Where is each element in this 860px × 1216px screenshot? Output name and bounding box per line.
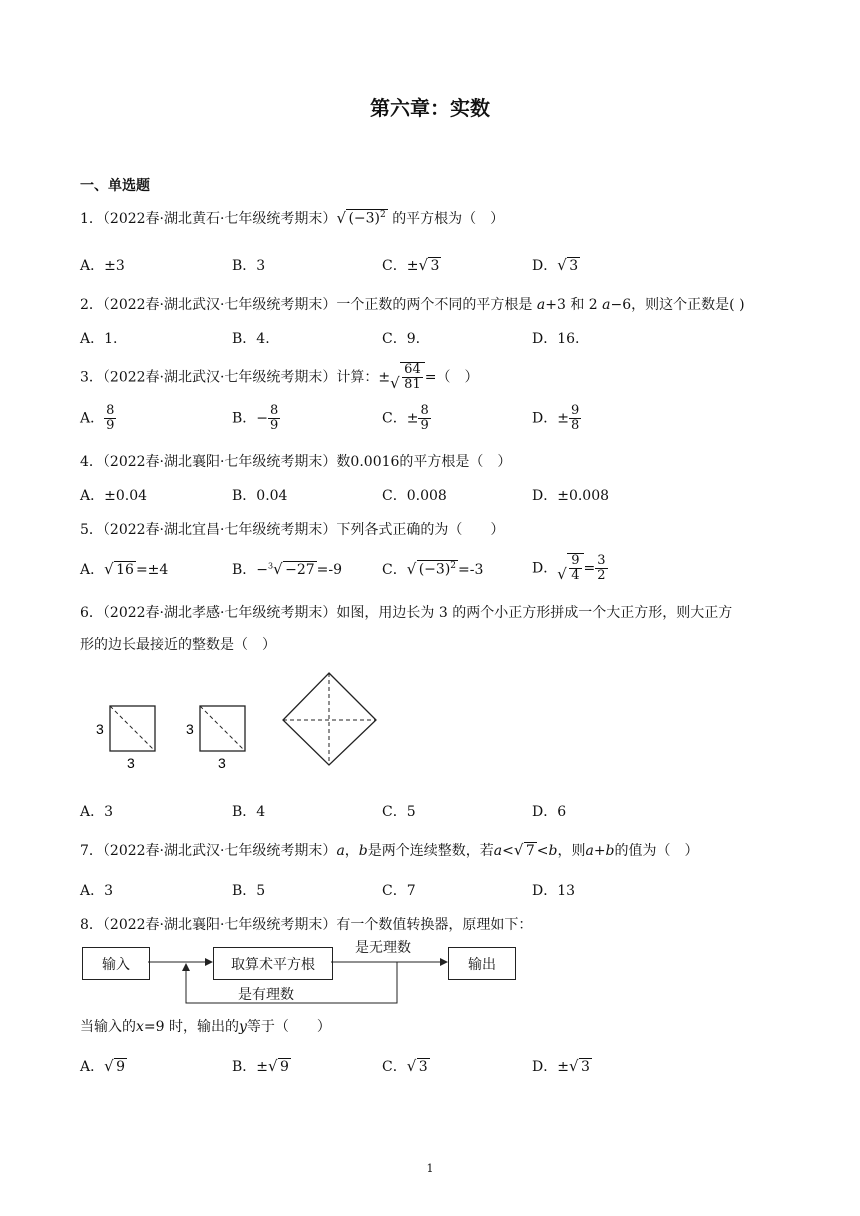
section-heading: 一、单选题 — [80, 178, 150, 194]
q2-option-a[interactable]: A．1. — [80, 331, 118, 347]
q3-option-d[interactable]: D．± $\frac{9}{8}$ — [532, 403, 580, 433]
q6-figure — [85, 668, 385, 774]
flow-label-rational: 是有理数 — [238, 987, 294, 1003]
fig-label-3c: 3 — [186, 721, 194, 737]
sqrt-expr: √ $(-3)^2$ — [336, 209, 386, 227]
q6-option-c[interactable]: C．5 — [382, 804, 416, 820]
q7-option-b[interactable]: B．5 — [232, 883, 266, 899]
fig-label-3d: 3 — [218, 755, 226, 771]
fig-label-3b: 3 — [127, 755, 135, 771]
question-2-stem: 2．（2022春·湖北武汉·七年级统考期末）一个正数的两个不同的平方根是 a+3 和 2 a−6，则这个正数是( ) — [80, 297, 745, 313]
fig-label-3a: 3 — [96, 721, 104, 737]
q2-option-c[interactable]: C．9. — [382, 331, 421, 347]
flow-input-box: 输入 — [82, 947, 150, 980]
q4-option-c[interactable]: C．0.008 — [382, 488, 447, 504]
q4-option-b[interactable]: B．0.04 — [232, 488, 288, 504]
flow-output-box: 输出 — [448, 947, 516, 980]
q3-option-a[interactable]: A． $\frac{8}{9}$ — [80, 403, 115, 433]
q8-option-c[interactable]: C． √ 3 — [382, 1057, 428, 1075]
q6-option-a[interactable]: A．3 — [80, 804, 114, 820]
q3-option-c[interactable]: C．± $\frac{8}{9}$ — [382, 403, 429, 433]
q8-option-a[interactable]: A． √ 9 — [80, 1057, 126, 1075]
q5-option-d[interactable]: D． √ $\frac{9}{4}$ = $\frac{3}{2}$ — [532, 553, 606, 583]
question-6-line-1: 6．（2022春·湖北孝感·七年级统考期末）如图，用边长为 3 的两个小正方形拼成一个大正方形，则大正方 — [80, 605, 733, 621]
question-3-stem: 3．（2022春·湖北武汉·七年级统考期末）计算：± √ $\frac{64}{81}$ =（ ） — [80, 362, 479, 392]
q8-option-b[interactable]: B．± √ 9 — [232, 1057, 289, 1075]
q5-option-c[interactable]: C． √ $(-3)^2 =-3$ — [382, 560, 484, 578]
q1-option-b[interactable]: B．3 — [232, 258, 266, 274]
q5-option-b[interactable]: B．−$^3$ √ −27 =-9 — [232, 560, 343, 578]
question-6-line-2: 形的边长最接近的整数是（ ） — [80, 637, 276, 653]
q8-option-d[interactable]: D．± √ 3 — [532, 1057, 590, 1075]
q3-option-b[interactable]: B．− $\frac{8}{9}$ — [232, 403, 279, 433]
question-8-line-2: 当输入的x=9 时，输出的y等于（ ） — [80, 1019, 331, 1035]
q5-option-a[interactable]: A． √ 16 =±4 — [80, 560, 169, 578]
q4-option-d[interactable]: D．±0.008 — [532, 488, 610, 504]
q2-option-d[interactable]: D．16. — [532, 331, 580, 347]
q7-option-c[interactable]: C．7 — [382, 883, 416, 899]
flow-arrows — [140, 940, 460, 1010]
question-1-stem: 1．（2022春·湖北黄石·七年级统考期末） √ $(-3)^2$ 的平方根为（ ） — [80, 209, 505, 227]
flow-label-irrational: 是无理数 — [355, 940, 411, 956]
question-4-stem: 4．（2022春·湖北襄阳·七年级统考期末）数0.0016的平方根是（ ） — [80, 454, 512, 470]
question-5-stem: 5．（2022春·湖北宜昌·七年级统考期末）下列各式正确的为（ ） — [80, 522, 505, 538]
page-title: 第六章：实数 — [370, 96, 490, 120]
q7-option-a[interactable]: A．3 — [80, 883, 114, 899]
q6-option-d[interactable]: D．6 — [532, 804, 567, 820]
q1-option-c[interactable]: C．± √ 3 — [382, 256, 440, 274]
page-number: 1 — [426, 1162, 434, 1175]
q1-option-a[interactable]: A．±3 — [80, 258, 125, 274]
flow-operation-box: 取算术平方根 — [213, 947, 333, 980]
q7-option-d[interactable]: D．13 — [532, 883, 576, 899]
question-7-stem: 7．（2022春·湖北武汉·七年级统考期末）a，b是两个连续整数，若a< √ 7 <b，则a+b的值为（ ） — [80, 841, 699, 859]
q4-option-a[interactable]: A．±0.04 — [80, 488, 148, 504]
question-8-stem: 8．（2022春·湖北襄阳·七年级统考期末）有一个数值转换器，原理如下： — [80, 917, 533, 933]
q1-option-d[interactable]: D． √ 3 — [532, 256, 579, 274]
q2-option-b[interactable]: B．4. — [232, 331, 270, 347]
q6-option-b[interactable]: B．4 — [232, 804, 266, 820]
